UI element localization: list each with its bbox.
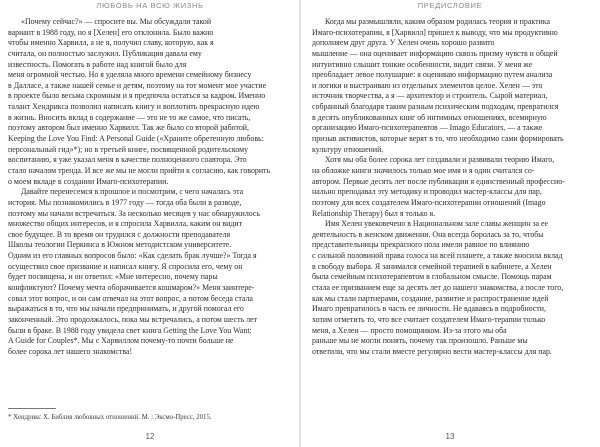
text-line: интуитивно слышит тонкие особенности, видит связи. У меня же — [312, 59, 533, 69]
text-line: в десять опубликованных книг об интимных отношениях, всемирную — [312, 112, 547, 122]
text-line: множество общих интересов, и я спросила Харвилла, каким он видит — [8, 219, 243, 229]
text-line: в проекте было весьма скромным и я предпочла остаться за кадром. Именно — [8, 91, 266, 101]
text-line: более сорока лет нашего знакомства! — [8, 346, 133, 356]
text-line: выражаться в то, что мы начали предпринимать, и другой помогал его — [8, 304, 244, 314]
footnote-divider — [8, 408, 56, 409]
right-page — [300, 0, 600, 447]
text-line: законченный. Это продолжалось, пока мы встречались, а потом шесть лет — [8, 314, 258, 324]
left-body-text — [8, 17, 289, 358]
text-line: как мы стали партнерами, создание, развитие и распространение идей — [312, 293, 549, 303]
text-line: известность. Помогать в работе над книгой было для — [8, 59, 187, 69]
text-line: меня огромной честью. Но я уделяла много времени семейному бизнесу — [8, 70, 252, 80]
text-line: культуру отношений. — [312, 144, 384, 154]
text-line: поэтому автором был именно Харвилл. Так же было со второй работой, — [8, 123, 249, 133]
page-number-left: 12 — [145, 432, 155, 441]
text-line: Давайте перенесемся в прошлое и посмотрим, с чего началась эта — [21, 187, 244, 197]
text-line: Имаго превратилось в часть ее личности. Не вдаваясь в подробности, — [312, 304, 546, 314]
text-line: была семейным психотерапевтом в глобальном смысле. Помощь парам — [312, 272, 552, 282]
running-head-right: ПРЕДИСЛОВИЕ — [417, 1, 483, 10]
text-line: нально преподавал эту методику и проводил мастер-классы для пар, — [312, 187, 542, 197]
text-line: считала, он полностью заслужил. Публикация давала ему — [8, 48, 202, 58]
text-line: были в браке. В 1988 году увидела свет книга Getting the Love You Want: — [8, 325, 252, 335]
text-line: Имя Хелен увековечено в Национальном зале славы женщин за ее — [325, 219, 549, 229]
running-head-left: ЛЮБОВЬ НА ВСЮ ЖИЗНЬ — [96, 1, 204, 10]
footnote: * Хендрикс Х. Библия любовных отношений. М. : Эксмо-Пресс, 2015. — [8, 414, 212, 421]
text-line: собранный благодаря таким разным психическим подходам, превратился — [312, 102, 559, 112]
text-line: Имаго-психотерапии, я [Харвилл] пришел к выводу, что мы продуктивно — [312, 27, 558, 37]
right-body-text — [312, 17, 592, 358]
text-line: в Далласе, а также нашей семье и детям, поэтому на тот момент мое участие — [8, 80, 267, 90]
text-line: талант Хендрикса позволил написать книгу и воплотить прекрасную идею — [8, 102, 260, 112]
text-line: Relationship Therapy) был я только я. — [312, 208, 436, 218]
text-line: хотим отметить то, что все считает создателем Имаго-терапии только — [312, 314, 546, 324]
text-line: в свободу выбора. Я занимался семейной терапией в кабинете, а Хелен — [312, 261, 552, 271]
text-line: поэтому для всех создателем Имаго-психотерапии отношений (Imago — [312, 197, 546, 207]
text-line: Keeping the Love You Find: A Personal Guide («Храните обретенную любовь: — [8, 134, 264, 144]
text-line: Одним из его главных вопросов было: «Как сделать брак лучше?» Тогда я — [8, 251, 257, 261]
text-line: «Почему сейчас?» — спросите вы. Мы обсуждали такой — [21, 17, 212, 26]
text-line: преобладает левое полушарие: я оцениваю информацию путем анализа — [312, 70, 553, 80]
text-line: и логики и выстраиваю из отдельных элементов целое. Хелен — это — [312, 80, 543, 90]
text-line: осуществил свое призвание и написал книгу. Я спросила его, чему он — [8, 261, 243, 271]
text-line: совал этот вопрос, и он сам отвечал на этот вопрос, а потом беседа стала — [8, 293, 253, 303]
text-line: представительницы прекрасного пола имели равное по влиянию — [312, 240, 530, 250]
text-line: воспитанию, я уже указал меня в качестве полноценного соавтора. Это — [8, 155, 247, 165]
text-line: чтобы именно Харвилл, а не я, получил славу, которую, как я — [8, 38, 214, 48]
text-line: с сильной половиной права голоса на всей планете, а также вносила вклад — [312, 251, 563, 261]
text-line: вариант в 1988 году, но я [Хелен] его отклонила. Было важно — [8, 27, 214, 37]
text-line: организацию Имаго-психотерапевтов — Imago Educators, — а также — [312, 123, 543, 133]
text-line: ответили, что мы стали вместе регулярно вести мастер-классы для пар. — [312, 346, 552, 356]
text-line: деятельность в женском движении. Она всегда боролась за то, чтобы — [312, 229, 544, 239]
page-number-right: 13 — [445, 432, 455, 441]
text-line: автором. Первые десять лет после публикации я единственный профессио- — [312, 176, 565, 186]
text-line: о моем вкладе в создании Имаго-психотерапии. — [8, 176, 169, 186]
text-line: дополняем друг друга. У Хелен очень хорошо развито — [312, 38, 495, 48]
text-line: поэтому мы начали встречаться. За несколько месяцев у нас обнаружилось — [8, 208, 261, 218]
text-line: Школы теологии Перкинса в Южном методистском университете. — [8, 240, 232, 250]
text-line: меня, а Хелен — просто помощником. Из-за этого мы оба — [312, 325, 507, 335]
text-line: будет посвящена, и он ответил: «Мне интересно, почему пары — [8, 272, 218, 282]
text-line: призыв активистов, которые верят в то, что необходимо сами формировать — [312, 134, 564, 144]
text-line: на обложке книги значилось только мое имя и я один считался со- — [312, 165, 535, 175]
text-line: стало началом тренда. И все же мы не могли прийти к согласию, как говорить — [8, 165, 271, 175]
text-line: конфликтуют? Почему мечта оборачивается кошмаром?» Меня заинтере- — [8, 283, 255, 293]
text-line: в жизнь. Вносить вклад в содержание — это не то же самое, что писать, — [8, 112, 251, 122]
text-line: A Guide for Couples*. Мы с Харвиллом почему-то почти больше не — [8, 336, 234, 346]
text-line: история. Мы познакомились в 1977 году — тогда оба были в разводе, — [8, 197, 242, 207]
text-line: источник творчества, а я — архитектор и строитель. Сырой материал, — [312, 91, 548, 101]
text-line: персональный гид»*); но в третьей книге, посвященной родительскому — [8, 144, 249, 154]
text-line: свое будущее. В то время он трудился с должности преподавателя — [8, 229, 231, 239]
text-line: Когда мы размышляли, каким образом родилась теория и практика — [325, 17, 550, 26]
text-line: Хотя мы оба более сорока лет создавали и развивали теорию Имаго, — [325, 155, 555, 165]
text-line: мышление — она оценивает информацию сквозь призму чувств и общей — [312, 48, 558, 58]
text-line: раньше мы не могли понять, почему так произошло. Раньше мы — [312, 336, 528, 346]
text-line: стала ее призванием еще за десять лет до нашего знакомства, а после того, — [312, 283, 564, 293]
